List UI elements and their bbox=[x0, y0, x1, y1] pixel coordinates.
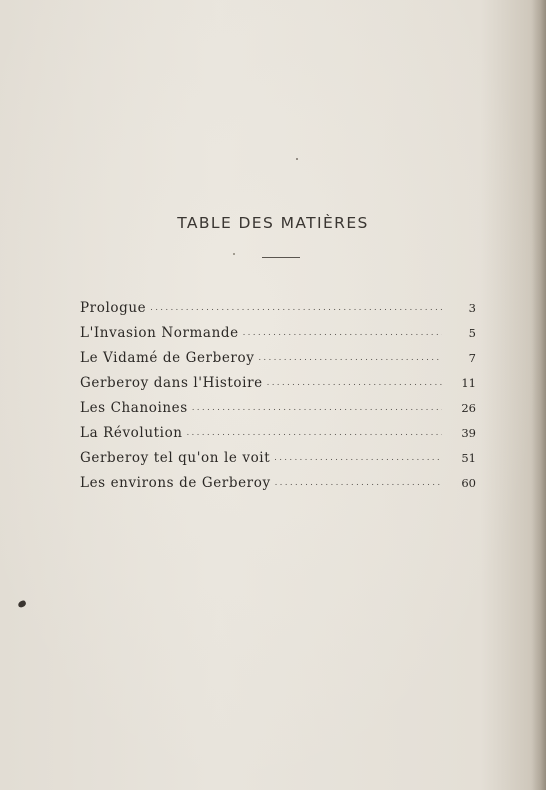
title-divider bbox=[262, 257, 300, 258]
toc-entry bbox=[80, 300, 476, 325]
toc-entry bbox=[80, 375, 476, 400]
dot-leader bbox=[275, 478, 442, 487]
toc-entry-page: 39 bbox=[461, 426, 476, 440]
toc-entry bbox=[80, 450, 476, 475]
dot-leader bbox=[187, 428, 442, 437]
page-title: TABLE DES MATIÈRES bbox=[177, 214, 369, 232]
paper-speck bbox=[233, 253, 235, 255]
toc-entry bbox=[80, 425, 476, 450]
table-of-contents bbox=[80, 300, 476, 500]
toc-entry-label: Le Vidamé de Gerberoy bbox=[80, 350, 255, 366]
toc-entry bbox=[80, 325, 476, 350]
toc-entry bbox=[80, 350, 476, 375]
toc-entry-label: Les environs de Gerberoy bbox=[80, 475, 271, 491]
toc-entry-label: Les Chanoines bbox=[80, 400, 188, 416]
toc-entry-label: Gerberoy dans l'Histoire bbox=[80, 375, 263, 391]
page-edge-shadow bbox=[532, 0, 546, 790]
dot-leader bbox=[243, 328, 442, 337]
toc-entry bbox=[80, 475, 476, 500]
toc-entry bbox=[80, 400, 476, 425]
dot-leader bbox=[192, 403, 442, 412]
toc-entry-label: Gerberoy tel qu'on le voit bbox=[80, 450, 271, 466]
dot-leader bbox=[274, 453, 442, 462]
toc-entry-page: 26 bbox=[461, 401, 476, 415]
toc-entry-label: Prologue bbox=[80, 300, 147, 316]
toc-entry-page: 51 bbox=[461, 451, 476, 465]
dot-leader bbox=[258, 353, 442, 362]
toc-entry-page: 5 bbox=[468, 326, 476, 340]
toc-entry-page: 3 bbox=[468, 301, 476, 315]
toc-entry-page: 11 bbox=[461, 376, 476, 390]
dot-leader bbox=[267, 378, 442, 387]
dot-leader bbox=[150, 303, 442, 312]
toc-entry-label: L'Invasion Normande bbox=[80, 325, 239, 341]
paper-speck bbox=[296, 158, 298, 160]
ink-blot bbox=[17, 600, 27, 609]
toc-entry-page: 60 bbox=[461, 476, 476, 490]
toc-entry-label: La Révolution bbox=[80, 425, 183, 441]
toc-entry-page: 7 bbox=[468, 351, 476, 365]
